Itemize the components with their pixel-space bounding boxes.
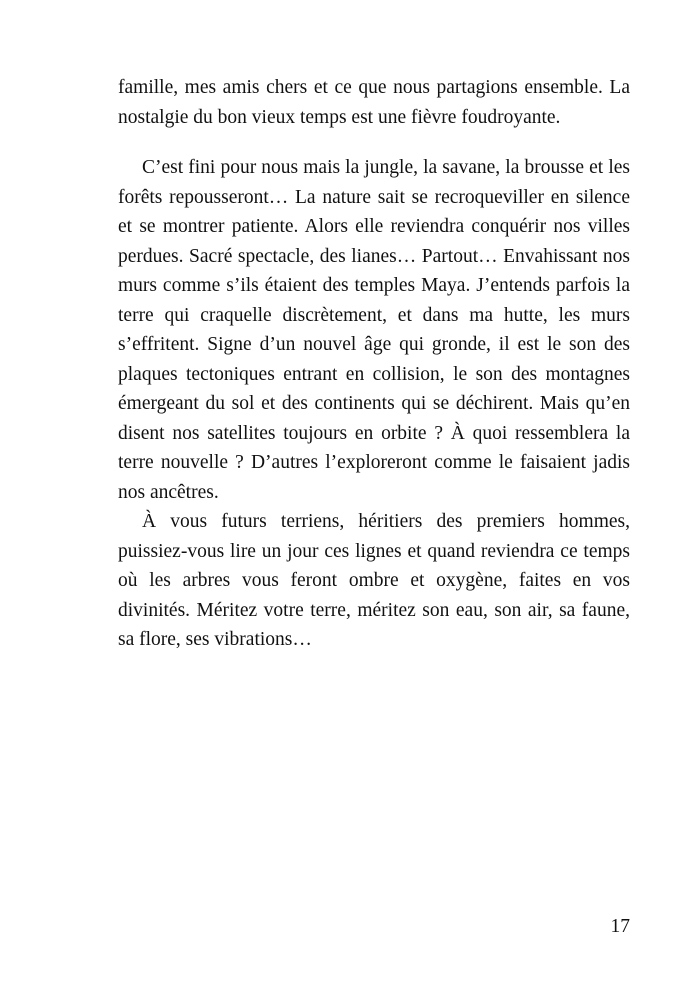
page-number: 17 [610, 916, 630, 937]
body-text [118, 73, 630, 655]
paragraph-future-earthlings: À vous futurs terriens, héritiers des premiers hommes, puissiez-vous lire un jour ces lignes et quand reviendra ce temps où les arbres vous feront ombre et oxygène, faites en vos divinités. Méritez votre terre, méritez son eau, son air, sa faune, sa flore, ses vibrations… [118, 511, 630, 650]
paragraph-nature-returns: C’est fini pour nous mais la jungle, la savane, la brousse et les forêts repousseront… La nature sait se recroqueviller en silence et se montrer patiente. Alors elle reviendra conquérir nos villes perdues. Sacré spectacle, des lianes… Partout… Envahissant nos murs comme s’ils étaient des temples Maya. J’entends parfois la terre qui craquelle discrètement, et dans ma hutte, les murs s’effritent. Signe d’un nouvel âge qui gronde, il est le son des plaques tectoniques entrant en collision, le son des montagnes émergeant du sol et des continents qui se déchirent. Mais qu’en disent nos satellites toujours en orbite ? À quoi ressemblera la terre nouvelle ? D’autres l’exploreront comme le faisaient jadis nos ancêtres. [118, 157, 630, 503]
paragraph-continuation: famille, mes amis chers et ce que nous partagions ensemble. La nostalgie du bon vieux temps est une fièvre foudroyante. [118, 77, 630, 128]
